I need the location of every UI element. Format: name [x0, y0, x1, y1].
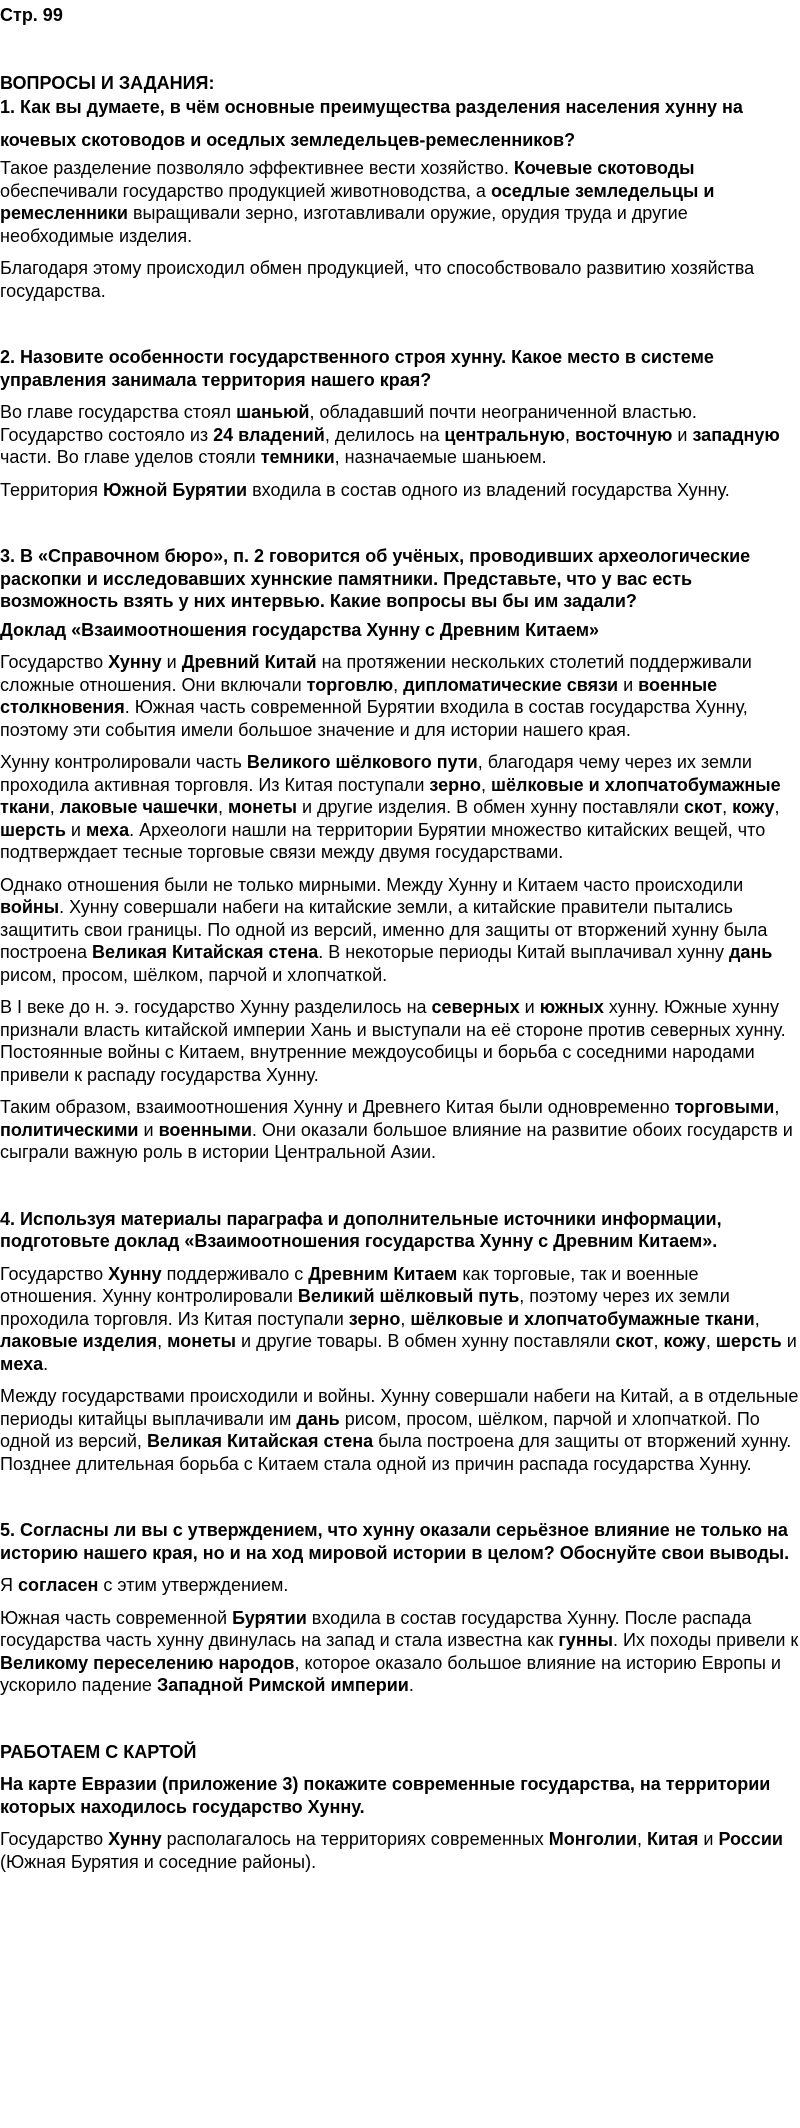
- map-heading: РАБОТАЕМ С КАРТОЙ: [0, 1741, 197, 1762]
- page-number: Стр. 99: [0, 5, 63, 25]
- question-1-line-2: кочевых скотоводов и оседлых земледельцев-ремесленников?: [0, 129, 576, 150]
- answer-3-paragraph-1: Государство Хунну и Древний Китай на протяжении нескольких столетий поддерживали сложные отношения. Они включали торговлю, дипломатические связи и военные столкновения. Южная часть современной Бурятии входила в состав государства Хунну, поэтому эти события имели большое значение и для истории нашего края.: [0, 652, 752, 740]
- map-question: На карте Евразии (приложение 3) покажите современные государства, на территории которых находилось государство Хунну.: [0, 1774, 771, 1817]
- answer-1-paragraph-2: Благодаря этому происходил обмен продукцией, что способствовало развитию хозяйства государства.: [0, 258, 755, 301]
- answer-3-paragraph-2: Хунну контролировали часть Великого шёлкового пути, благодаря чему через их земли проходила активная торговля. Из Китая поступали зерно, шёлковые и хлопчатобумажные ткани, лаковые чашечки, монеты и другие изделия. В обмен хунну поставляли скот, кожу, шерсть и меха. Археологи нашли на территории Бурятии множество китайских вещей, что подтверждает тесные торговые связи между двумя государствами.: [0, 752, 781, 862]
- question-5-block: [0, 1519, 800, 1697]
- question-4-block: [0, 1208, 800, 1476]
- answer-3-paragraph-5: Таким образом, взаимоотношения Хунну и Древнего Китая были одновременно торговыми, политическими и военными. Они оказали большое влияние на развитие обоих государств и сыграли важную роль в истории Центральной Азии.: [0, 1097, 793, 1162]
- question-2: 2. Назовите особенности государственного строя хунну. Какое место в системе управления занимала территория нашего края?: [0, 347, 714, 390]
- answer-3-paragraph-4: В I веке до н. э. государство Хунну разделилось на северных и южных хунну. Южные хунну признали власть китайской империи Хань и выступали на её стороне против северных хунну. Постоянные войны с Китаем, внутренние междоусобицы и борьба с соседними народами привели к распаду государства Хунну.: [0, 997, 786, 1085]
- question-3-block: [0, 545, 800, 1164]
- answer-5-paragraph-1: Я согласен с этим утверждением.: [0, 1575, 289, 1595]
- answer-4-paragraph-1: Государство Хунну поддерживало с Древним Китаем как торговые, так и военные отношения. Хунну контролировали Великий шёлковый путь, поэтому через их земли проходила торговля. Из Китая поступали зерно, шёлковые и хлопчатобумажные ткани, лаковые изделия, монеты и другие товары. В обмен хунну поставляли скот, кожу, шерсть и меха.: [0, 1263, 797, 1374]
- answer-4-paragraph-2: Между государствами происходили и войны. Хунну совершали набеги на Китай, а в отдельные периоды китайцы выплачивали им дань рисом, просом, шёлком, парчой и хлопчаткой. По одной из версий, Великая Китайская стена была построена для защиты от вторжений хунну. Позднее длительная борьба с Китаем стала одной из причин распада государства Хунну.: [0, 1386, 799, 1474]
- answer-2-paragraph-2: Территория Южной Бурятии входила в состав одного из владений государства Хунну.: [0, 479, 730, 500]
- map-answer: Государство Хунну располагалось на территориях современных Монголии, Китая и России (Южная Бурятия и соседние районы).: [0, 1829, 783, 1872]
- map-section: [0, 1741, 800, 1874]
- question-5: 5. Согласны ли вы с утверждением, что хунну оказали серьёзное влияние не только на историю нашего края, но и на ход мировой истории в целом? Обоснуйте свои выводы.: [0, 1520, 790, 1563]
- answer-2-paragraph-1: Во главе государства стоял шаньюй, обладавший почти неограниченной властью. Государство состояло из 24 владений, делилось на центральную, восточную и западную части. Во главе уделов стояли темники, назначаемые шаньюем.: [0, 402, 780, 467]
- answer-5-paragraph-2: Южная часть современной Бурятии входила в состав государства Хунну. После распада государства часть хунну двинулась на запад и стала известна как гунны. Их походы привели к Великому переселению народов, которое оказало большое влияние на историю Европы и ускорило падение Западной Римской империи.: [0, 1607, 799, 1695]
- question-2-block: [0, 346, 800, 501]
- answer-1-paragraph-1: Такое разделение позволяло эффективнее вести хозяйство. Кочевые скотоводы обеспечивали государство продукцией животноводства, а оседлые земледельцы и ремесленники выращивали зерно, изготавливали оружие, орудия труда и другие необходимые изделия.: [0, 158, 715, 246]
- question-1-line-1: 1. Как вы думаете, в чём основные преимущества разделения населения хунну на: [0, 97, 743, 117]
- question-1-block: [0, 96, 800, 302]
- question-4: 4. Используя материалы параграфа и дополнительные источники информации, подготовьте доклад «Взаимоотношения государства Хунну с Древним Китаем».: [0, 1208, 722, 1251]
- question-3: 3. В «Справочном бюро», п. 2 говорится об учёных, проводивших археологические раскопки и исследовавших хуннские памятники. Представьте, что у вас есть возможность взять у них интервью. Какие вопросы вы бы им задали?: [0, 546, 751, 611]
- answer-3-paragraph-3: Однако отношения были не только мирными. Между Хунну и Китаем часто происходили войны. Хунну совершали набеги на китайские земли, а китайские правители пытались защитить свои границы. По одной из версий, именно для защиты от вторжений хунну была построена Великая Китайская стена. В некоторые периоды Китай выплачивал хунну дань рисом, просом, шёлком, парчой и хлопчаткой.: [0, 874, 773, 985]
- questions-heading: ВОПРОСЫ И ЗАДАНИЯ:: [0, 73, 215, 93]
- report-title: Доклад «Взаимоотношения государства Хунну с Древним Китаем»: [0, 619, 600, 640]
